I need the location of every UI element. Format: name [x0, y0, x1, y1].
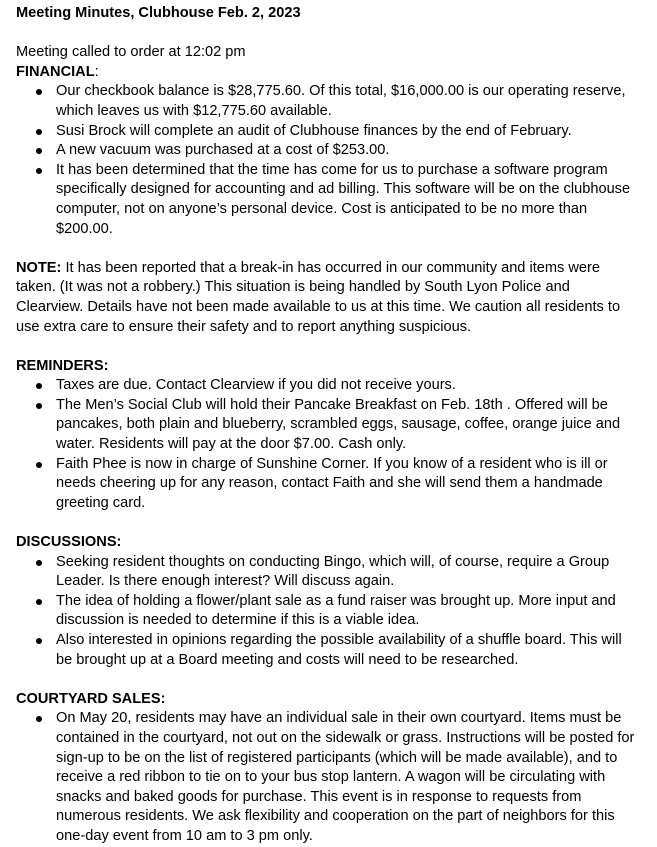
- list-item: Also interested in opinions regarding the possible availability of a shuffle board. This will be brought up at a Board meeting and costs will need to be researched.: [56, 631, 641, 670]
- list-item: On May 20, residents may have an individual sale in their own courtyard. Items must be contained in the courtyard, not out on the sidewalk or grass. Instructions will be posted for sign-up to be on the list of registered participants (which will be made available), and to receive a red ribbon to tie on to your bus stop lantern. A wagon will be circulating with snacks and baked goods for purchase. This event is in response to requests from numerous residents. We ask flexibility and cooperation on the part of neighbors for this one-day event from 10 am to 3 pm only.: [56, 709, 641, 846]
- financial-list: [16, 82, 641, 239]
- called-to-order: Meeting called to order at 12:02 pm: [16, 44, 246, 61]
- list-item: Our checkbook balance is $28,775.60. Of this total, $16,000.00 is our operating reserve, which leaves us with $12,775.60 available.: [56, 82, 641, 121]
- list-item: It has been determined that the time has come for us to purchase a software program specifically designed for accounting and ad billing. This software will be on the clubhouse computer, not on anyone’s personal device. Cost is anticipated to be no more than $200.00.: [56, 161, 641, 239]
- courtyard-list: [16, 709, 641, 846]
- list-item: The idea of holding a flower/plant sale as a fund raiser was brought up. More input and discussion is needed to determine if this is a viable idea.: [56, 592, 641, 631]
- spacer: [16, 513, 641, 533]
- financial-colon: :: [94, 63, 99, 80]
- financial-heading-line: [16, 63, 641, 83]
- list-item: A new vacuum was purchased at a cost of $253.00.: [56, 141, 641, 161]
- discussions-list: [16, 553, 641, 671]
- note-label: NOTE:: [16, 259, 62, 276]
- list-item: Susi Brock will complete an audit of Clubhouse finances by the end of February.: [56, 122, 641, 142]
- reminders-heading: REMINDERS:: [16, 357, 109, 374]
- spacer: [16, 239, 641, 259]
- financial-heading: FINANCIAL: [16, 63, 95, 80]
- note-paragraph: [16, 259, 641, 337]
- list-item: The Men’s Social Club will hold their Pancake Breakfast on Feb. 18th . Offered will be pancakes, both plain and blueberry, scrambled eggs, sausage, coffee, orange juice and water. Residents will pay at the door $7.00. Cash only.: [56, 396, 641, 455]
- list-item: Taxes are due. Contact Clearview if you did not receive yours.: [56, 376, 641, 396]
- spacer: [16, 337, 641, 357]
- list-item: Faith Phee is now in charge of Sunshine Corner. If you know of a resident who is ill or needs cheering up for any reason, contact Faith and she will send them a handmade greeting card.: [56, 455, 641, 514]
- courtyard-heading: COURTYARD SALES:: [16, 690, 166, 707]
- discussions-heading: DISCUSSIONS:: [16, 534, 122, 551]
- document-title: Meeting Minutes, Clubhouse Feb. 2, 2023: [16, 5, 301, 21]
- spacer: [16, 24, 641, 44]
- spacer: [16, 670, 641, 690]
- reminders-list: [16, 376, 641, 513]
- note-text: It has been reported that a break-in has occurred in our community and items were taken. (It was not a robbery.) This situation is being handled by South Lyon Police and Clearview. Details have not been made available to us at this time. We caution all residents to use extra care to ensure their safety and to report anything suspicious.: [16, 259, 621, 335]
- list-item: Seeking resident thoughts on conducting Bingo, which will, of course, require a Group Leader. Is there enough interest? Will discuss again.: [56, 553, 641, 592]
